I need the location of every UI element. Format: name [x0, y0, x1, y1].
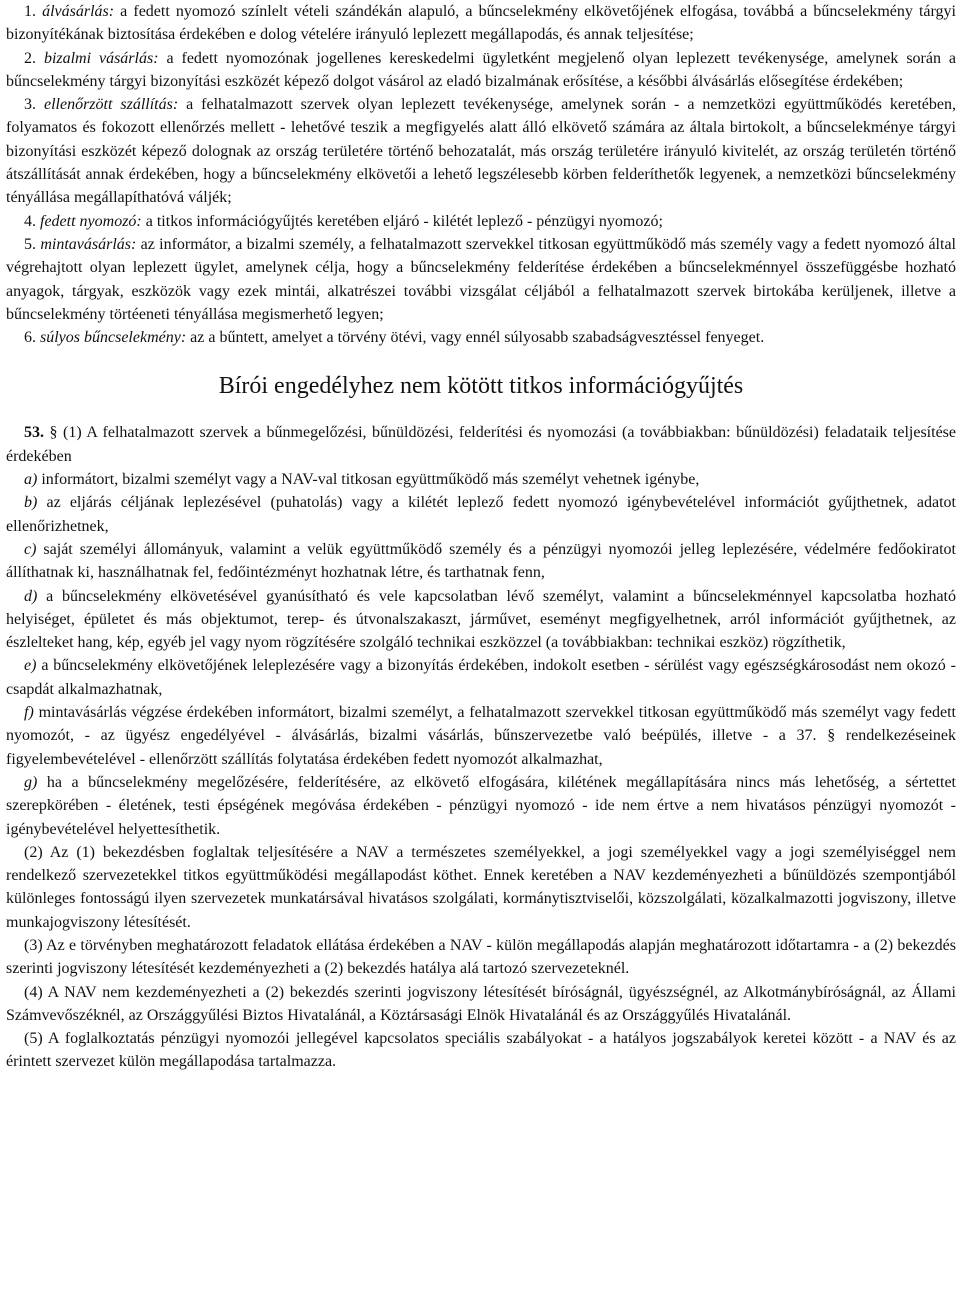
section-point [6, 585, 956, 655]
definition-number: 1. [24, 3, 36, 20]
point-text: a bűncselekmény elkövetésével gyanúsítható és vele kapcsolatban lévő személyt, valamint a bűncselekménnyel kapcsolatba hozható helyiséget, épületet és más objektumot, terep- és útvonalszakaszt, járművet, eseményt megfigyelhetnek, arról információt gyűjthetnek, az észlelteket hang, kép, egyéb jel vagy nyom rögzítésére szolgáló technikai eszközzel (a továbbiakban: technikai eszköz) rögzíthetik, [6, 587, 956, 652]
definition-term: mintavásárlás: [40, 235, 137, 253]
point-text: az eljárás céljának leplezésével (puhatolás) vagy a kilétét leplező fedett nyomozó igénybevételével információt gyűjthetnek, adatot ellenőrizhetnek, [6, 494, 956, 535]
section-heading: Bírói engedélyhez nem kötött titkos információgyűjtés [218, 373, 744, 400]
point-text: saját személyi állományuk, valamint a velük együttműködő személy és a pénzügyi nyomozói jelleg leplezésére, védelmére fedőokiratot állíthatnak ki, használhatnak fel, fedőintézményt hozhatnak létre, és tarthatnak fenn, [6, 540, 956, 582]
point-letter: a) [24, 471, 38, 489]
definition-number: 6. [24, 329, 36, 347]
section-point [6, 468, 956, 491]
section-number: 53. [24, 424, 44, 442]
section-53 [6, 421, 956, 1073]
definition-text: a felhatalmazott szervek olyan leplezett tevékenysége, amelynek során - a nemzetközi együttműködés keretében, folyamatos és fokozott ellenőrzés mellett - lehetővé teszik a megfigyelés alatt álló elkövető számára az általa birtokolt, a bűncselekménye tárgyi bizonyítási eszközét képező dolognak az ország területére történő behozatalát, más ország területére irányuló kivitelét, az ország területén történő átszállítását annak érdekében, hogy a bűncselekmény elkövetői a lehető legszélesebb körben felderíthetők legyenek, a nemzetközi bűncselekmény tényállása megállapíthatóvá váljék; [6, 96, 956, 207]
definition-item [6, 93, 956, 209]
definition-term: bizalmi vásárlás: [43, 49, 159, 67]
definition-item [6, 326, 956, 349]
section-point [6, 538, 956, 585]
point-letter: c) [24, 540, 37, 558]
section-point [6, 654, 956, 701]
definition-item [6, 47, 956, 94]
subsection: (4) A NAV nem kezdeményezheti a (2) bekezdés szerinti jogviszony létesítését bíróságnál, ügyészségnél, az Alkotmánybíróságnál, az Állami Számvevőszéknél, az Országgyűlési Biztos Hivatalánál, a Köztársasági Elnök Hivatalánál és az Országgyűlés Hivatalánál. [6, 983, 956, 1024]
definition-term: súlyos bűncselekmény: [40, 329, 187, 347]
definition-number: 5. [24, 235, 36, 253]
point-letter: f) [24, 704, 34, 722]
section-point [6, 701, 956, 771]
definition-item [6, 210, 956, 233]
point-letter: b) [24, 494, 38, 512]
definition-term: ellenőrzött szállítás: [43, 96, 179, 114]
section-point [6, 771, 956, 841]
definition-term: fedett nyomozó: [40, 212, 142, 230]
definition-item [6, 0, 956, 47]
definition-text: a fedett nyomozó színlelt vételi szándékán alapuló, a bűncselekmény elkövetőjének elfogása, továbbá a bűncselekmény tárgyi bizonyítékának biztosítása érdekében e dolog vételére irányuló leplezett megállapodás, és annak teljesítése; [6, 3, 956, 44]
definitions-list [6, 0, 956, 349]
section-point [6, 491, 956, 538]
point-letter: g) [24, 773, 38, 791]
definition-term: álvásárlás: [42, 3, 115, 20]
section-intro [6, 421, 956, 468]
point-letter: d) [24, 587, 38, 605]
subsection: (3) Az e törvényben meghatározott feladatok ellátása érdekében a NAV - külön megállapodás alapján meghatározott időtartamra - a (2) bekezdés szerinti jogviszony létesítését kezdeményezheti a (2) bekezdés hatálya alá tartozó szervezeteknél. [6, 936, 956, 978]
subsection: (2) Az (1) bekezdésben foglaltak teljesítésére a NAV a természetes személyekkel, a jogi személyekkel vagy a jogi személyiséggel nem rendelkező szervezetekkel titkos együttműködési megállapodást köthet. Ennek keretében a NAV kezdeményezheti a bűnüldözés szempontjából különleges fontosságú ilyen szervezetek munkatársával hivatásos szolgálati, kormánytisztviselői, közszolgálati, közalkalmazotti jogviszony, illetve munkajogviszony létesítését. [6, 843, 956, 931]
definition-number: 4. [24, 212, 36, 230]
definition-item [6, 233, 956, 326]
definition-text: az a bűntett, amelyet a törvény ötévi, vagy ennél súlyosabb szabadságvesztéssel fenyeget. [186, 329, 765, 347]
definition-text: a titkos információgyűjtés keretében eljáró - kilétét leplező - pénzügyi nyomozó; [141, 212, 663, 230]
section-intro-text: § (1) A felhatalmazott szervek a bűnmegelőzési, bűnüldözési, felderítési és nyomozási (a továbbiakban: bűnüldözési) feladataik teljesítése érdekében [6, 424, 956, 465]
point-text: a bűncselekmény elkövetőjének leleplezésére vagy a bizonyítás érdekében, indokolt esetben - sérülést vagy egészségkárosodást nem okozó - csapdát alkalmazhatnak, [6, 657, 956, 698]
definition-number: 3. [24, 96, 36, 114]
subsection: (5) A foglalkoztatás pénzügyi nyomozói jellegével kapcsolatos speciális szabályokat - a hatályos jogszabályok keretei között - a NAV és az érintett szervezet külön megállapodása tartalmazza. [6, 1030, 956, 1071]
definition-text: az informátor, a bizalmi személy, a felhatalmazott szervekkel titkosan együttműködő más személy vagy a fedett nyomozó által végrehajtott olyan leplezett ügylet, amelynek célja, hogy a bűncselekmény felderítése érdekében a bűncselekménnyel összefüggésbe hozható anyagok, tárgyak, eszközök vagy ezek mintái, alkatrészei további vizsgálat céljából a felhatalmazott szervek birtokába kerüljenek, illetve a bűncselekmény törtéeneti tényállása megismerhető legyen; [6, 235, 956, 323]
definition-number: 2. [24, 49, 36, 67]
definition-text: a fedett nyomozónak jogellenes kereskedelmi ügyletként megjelenő olyan leplezett tevékenysége, amelynek során a bűncselekmény tárgyi bizonyítási eszközét képező dolgot vásárol az eladó bizalmának erősítése, a későbbi álvásárlás elősegítése érdekében; [6, 49, 957, 90]
point-text: ha a bűncselekmény megelőzésére, felderítésére, az elkövető elfogására, kilétének megállapítására nincs más lehetőség, a sértettet szerepkörében - életének, testi épségének megóvása érdekében - pénzügyi nyomozó - ide nem értve a nem hivatásos pénzügyi nyomozót - igénybevételével helyettesíthetik. [6, 773, 956, 838]
point-letter: e) [24, 657, 37, 675]
point-text: mintavásárlás végzése érdekében informátort, bizalmi személyt, a felhatalmazott szervekkel titkosan együttműködő más személyt vagy fedett nyomozót, - az ügyész engedélyével - álvásárlás, bizalmi vásárlás, bűnszervezetbe való beépülés, illetve - a 37. § rendelkezéseinek figyelembevételével - ellenőrzött szállítás folytatása érdekében fedett nyomozót alkalmazhat, [6, 704, 956, 768]
point-text: informátort, bizalmi személyt vagy a NAV-val titkosan együttműködő más személyt vehetnek igénybe, [37, 471, 700, 489]
